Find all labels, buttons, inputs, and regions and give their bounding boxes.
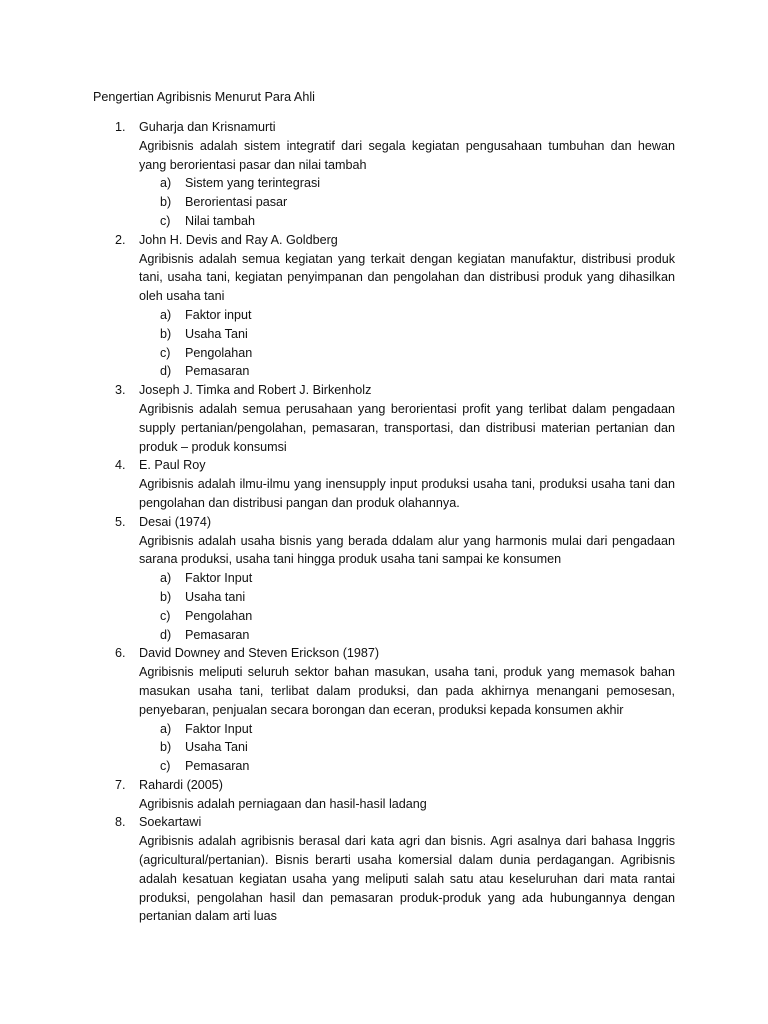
expert-name: Guharja dan Krisnamurti	[139, 120, 276, 134]
list-item	[0, 231, 768, 381]
definition-text: Agribisnis adalah sistem integratif dari segala kegiatan pengusahaan tumbuhan dan hewan yang berorientasi pasar dan nilai tambah	[139, 138, 675, 172]
sub-list	[0, 174, 768, 230]
sub-letter: b)	[160, 195, 172, 210]
sub-letter: a)	[160, 721, 172, 736]
sub-label: Berorientasi pasar	[185, 195, 288, 210]
sub-list-item	[0, 362, 768, 381]
item-number: 6.	[115, 646, 126, 661]
expert-name: E. Paul Roy	[139, 458, 206, 473]
sub-label: Faktor Input	[185, 571, 253, 586]
sub-list-item	[0, 720, 768, 739]
expert-name: Rahardi (2005)	[139, 777, 224, 792]
sub-label: Pemasaran	[185, 759, 250, 774]
sub-list	[0, 306, 768, 381]
sub-list-item	[0, 325, 768, 344]
sub-label: Faktor input	[185, 307, 252, 322]
sub-label: Nilai tambah	[185, 213, 255, 228]
list-item	[0, 513, 768, 645]
definition-text: Agribisnis adalah semua kegiatan yang terkait dengan kegiatan manufaktur, distribusi produk tani, usaha tani, kegiatan penyimpanan dan pengolahan dan distribusi produk yang dihasilkan oleh usaha tani	[139, 251, 675, 304]
sub-letter: a)	[160, 307, 172, 322]
document-title: Pengertian Agribisnis Menurut Para Ahli	[93, 90, 315, 104]
sub-list-item	[0, 588, 768, 607]
definition-text: Agribisnis adalah usaha bisnis yang berada ddalam alur yang harmonis mulai dari pengadaan sarana produksi, usaha tani hingga produk usaha tani sampai ke konsumen	[139, 533, 675, 567]
sub-letter: c)	[160, 345, 171, 360]
sub-label: Sistem yang terintegrasi	[185, 176, 321, 191]
list-item	[0, 644, 768, 776]
sub-list-item	[0, 344, 768, 363]
expert-name: Desai (1974)	[139, 514, 212, 529]
expert-name: Joseph J. Timka and Robert J. Birkenholz	[139, 383, 372, 398]
definition-text: Agribisnis adalah agribisnis berasal dari kata agri dan bisnis. Agri asalnya dari bahasa Inggris (agricultural/pertanian). Bisnis berarti usaha komersial dalam dunia perdagangan. Agribisnis adalah kesatuan kegiatan usaha yang meliputi salah satu atau keseluruhan dari mata rantai produksi, pengolahan hasil dan pemasaran produk-produk yang ada hubungannya dengan pertanian dalam arti luas	[139, 834, 675, 924]
expert-name: David Downey and Steven Erickson (1987)	[139, 646, 380, 661]
list-item	[0, 381, 768, 456]
sub-letter: b)	[160, 326, 172, 341]
sub-list-item	[0, 212, 768, 231]
sub-letter: d)	[160, 364, 172, 379]
sub-list	[0, 720, 768, 776]
item-number: 2.	[115, 232, 126, 247]
definition-text: Agribisnis meliputi seluruh sektor bahan masukan, usaha tani, produk yang memasok bahan masukan usaha tani, terlibat dalam produksi, dan pada akhirnya menangani pemosesan, penyebaran, penjualan secara borongan dan eceran, produksi kepada konsumen akhir	[139, 665, 675, 717]
list-item	[0, 456, 768, 512]
list-item	[0, 813, 768, 926]
sub-list	[0, 569, 768, 644]
sub-list-item	[0, 193, 768, 212]
sub-list-item	[0, 757, 768, 776]
sub-list-item	[0, 626, 768, 645]
expert-name: John H. Devis and Ray A. Goldberg	[139, 232, 338, 247]
list-item	[0, 118, 768, 231]
item-number: 1.	[115, 120, 126, 134]
item-number: 7.	[115, 777, 126, 792]
sub-letter: b)	[160, 740, 172, 755]
list-item	[0, 776, 768, 814]
sub-letter: c)	[160, 759, 171, 774]
sub-list-item	[0, 569, 768, 588]
sub-label: Usaha Tani	[185, 740, 248, 755]
sub-letter: c)	[160, 608, 171, 623]
item-number: 4.	[115, 458, 126, 473]
sub-list-item	[0, 306, 768, 325]
sub-label: Pemasaran	[185, 364, 250, 379]
experts-list	[0, 118, 768, 926]
sub-letter: b)	[160, 589, 172, 604]
sub-label: Pemasaran	[185, 627, 250, 642]
item-number: 5.	[115, 514, 126, 529]
item-number: 3.	[115, 383, 126, 398]
sub-label: Usaha tani	[185, 589, 246, 604]
sub-letter: a)	[160, 571, 172, 586]
sub-letter: d)	[160, 627, 172, 642]
sub-label: Pengolahan	[185, 345, 253, 360]
definition-text: Agribisnis adalah semua perusahaan yang berorientasi profit yang terlibat dalam pengadaan supply pertanian/pengolahan, pemasaran, transportasi, dan distribusi materian pertanian dan produk – produk konsumsi	[139, 401, 675, 454]
sub-label: Faktor Input	[185, 721, 253, 736]
expert-name: Soekartawi	[139, 815, 202, 830]
sub-label: Usaha Tani	[185, 326, 248, 341]
sub-list-item	[0, 174, 768, 193]
item-number: 8.	[115, 815, 126, 830]
definition-text: Agribisnis adalah perniagaan dan hasil-hasil ladang	[139, 796, 427, 811]
sub-letter: a)	[160, 176, 172, 191]
sub-list-item	[0, 607, 768, 626]
sub-letter: c)	[160, 213, 171, 228]
sub-label: Pengolahan	[185, 608, 253, 623]
definition-text: Agribisnis adalah ilmu-ilmu yang inensupply input produksi usaha tani, produksi usaha tani dan pengolahan dan distribusi pangan dan produk olahannya.	[139, 477, 675, 510]
sub-list-item	[0, 738, 768, 757]
